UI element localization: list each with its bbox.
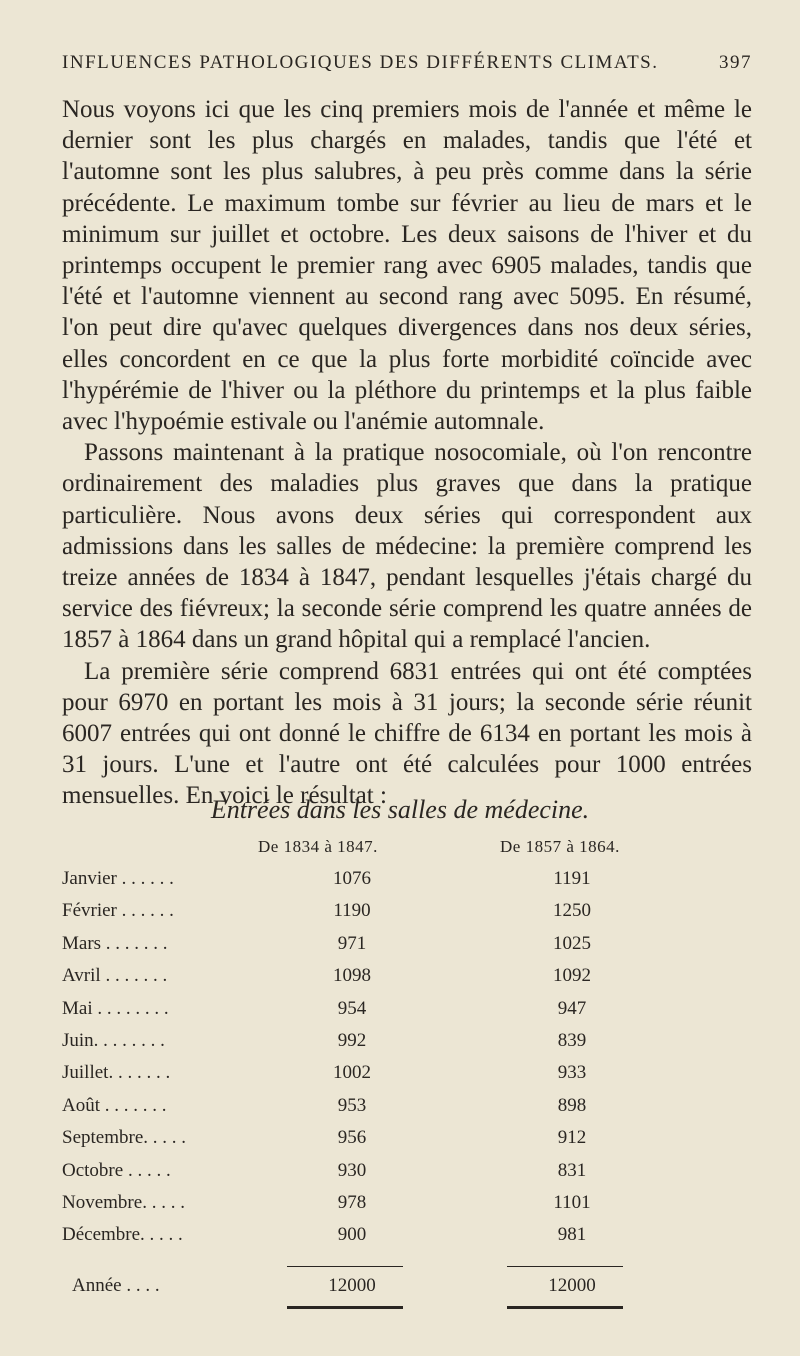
- value-1857-1864: 1101: [553, 1192, 591, 1213]
- month-label: Janvier . . . . . .: [62, 868, 174, 889]
- value-1857-1864: 1250: [553, 900, 591, 922]
- paragraph: Passons maintenant à la pratique nosocomiale, où l'on rencontre ordinairement des maladies plus graves que dans la pratique particulière. Nous avons deux séries qui correspondent aux admissions dans les salles de médecine: la première comprend les treize années de 1834 à 1847, pendant lesquelles j'étais chargé du service des fiévreux; la seconde série comprend les quatre années de 1857 à 1864 dans un grand hôpital qui a remplacé l'ancien.: [62, 439, 752, 654]
- value-1857-1864: 933: [557, 1062, 587, 1084]
- table-row: [62, 1062, 702, 1093]
- month-label: Octobre . . . . .: [62, 1159, 171, 1181]
- value-1857-1864: 839: [557, 1030, 587, 1051]
- month-label: Mars . . . . . . .: [62, 932, 168, 954]
- table-total-row: [62, 1275, 702, 1306]
- total-value-1834-1847: 12000: [328, 1275, 376, 1296]
- page-number: 397: [719, 52, 752, 73]
- table-row: [62, 1160, 702, 1191]
- month-label: Juillet. . . . . . .: [62, 1062, 171, 1084]
- month-label: Août . . . . . . .: [62, 1094, 167, 1116]
- value-1834-1847: 1098: [333, 965, 371, 987]
- table-row: [62, 1030, 702, 1061]
- value-1834-1847: 978: [337, 1192, 367, 1213]
- table-title: Entrées dans les salles de médecine.: [210, 795, 590, 824]
- paragraph: Nous voyons ici que les cinq premiers mois de l'année et même le dernier sont les plus chargés en malades, tandis que l'été et l'automne sont les plus salubres, à peu près comme dans la série précédente. Le maximum tombe sur février au lieu de mars et le minimum sur juillet et octobre. Les deux saisons de l'hiver et du printemps occupent le premier rang avec 6905 malades, tandis que l'été et l'automne viennent au second rang avec 5095. En résumé, l'on peut dire qu'avec quelques divergences dans nos deux séries, elles concordent en ce que la plus forte morbidité coïncide avec l'hypérémie de l'hiver ou la pléthore du printemps et la plus faible avec l'hypoémie estivale ou l'anémie automnale.: [62, 96, 752, 436]
- value-1834-1847: 1002: [333, 1062, 371, 1084]
- paragraph: La première série comprend 6831 entrées qui ont été comptées pour 6970 en portant les mois à 31 jours; la seconde série réunit 6007 entrées qui ont donné le chiffre de 6134 en portant les mois à 31 jours. L'une et l'autre ont été calculées pour 1000 entrées mensuelles. En voici le résultat :: [62, 657, 752, 810]
- table-row: [62, 933, 702, 964]
- value-1857-1864: 912: [557, 1127, 587, 1149]
- running-head: [62, 52, 752, 74]
- value-1857-1864: 831: [557, 1159, 587, 1181]
- table-row: [62, 900, 702, 931]
- month-label: Février . . . . . .: [62, 900, 174, 922]
- running-title: INFLUENCES PATHOLOGIQUES DES DIFFÉRENTS CLIMATS.: [62, 52, 659, 73]
- body-text: [62, 94, 752, 812]
- table-row: [62, 1224, 702, 1255]
- value-1857-1864: 1025: [553, 932, 591, 954]
- value-1857-1864: 947: [557, 997, 587, 1019]
- total-label: Année . . . .: [72, 1275, 160, 1296]
- month-label: Avril . . . . . . .: [62, 965, 168, 987]
- value-1834-1847: 1076: [333, 868, 371, 889]
- value-1834-1847: 1190: [333, 900, 371, 922]
- month-label: Décembre. . . . .: [62, 1224, 183, 1246]
- bottom-rule: [507, 1306, 623, 1309]
- value-1834-1847: 900: [337, 1224, 367, 1246]
- value-1834-1847: 971: [337, 932, 367, 954]
- value-1834-1847: 956: [337, 1127, 367, 1149]
- table-row: [62, 868, 702, 899]
- table-row: [62, 1095, 702, 1126]
- value-1834-1847: 954: [337, 997, 367, 1019]
- month-label: Novembre. . . . .: [62, 1192, 185, 1213]
- bottom-rule: [287, 1306, 403, 1309]
- value-1857-1864: 981: [557, 1224, 587, 1246]
- table-row: [62, 1127, 702, 1158]
- value-1834-1847: 953: [337, 1094, 367, 1116]
- month-label: Juin. . . . . . . .: [62, 1030, 165, 1051]
- month-label: Mai . . . . . . . .: [62, 997, 169, 1019]
- column-header-1834-1847: De 1834 à 1847.: [258, 837, 378, 856]
- value-1857-1864: 1092: [553, 965, 591, 987]
- value-1834-1847: 930: [337, 1159, 367, 1181]
- sum-rule: [287, 1266, 403, 1267]
- table-row: [62, 998, 702, 1029]
- value-1834-1847: 992: [337, 1030, 367, 1051]
- sum-rule: [507, 1266, 623, 1267]
- table-row: [62, 965, 702, 996]
- column-header-1857-1864: De 1857 à 1864.: [500, 837, 620, 856]
- table-row: [62, 1192, 702, 1223]
- value-1857-1864: 898: [557, 1094, 587, 1116]
- total-value-1857-1864: 12000: [548, 1275, 596, 1296]
- month-label: Septembre. . . . .: [62, 1127, 187, 1149]
- value-1857-1864: 1191: [553, 868, 591, 889]
